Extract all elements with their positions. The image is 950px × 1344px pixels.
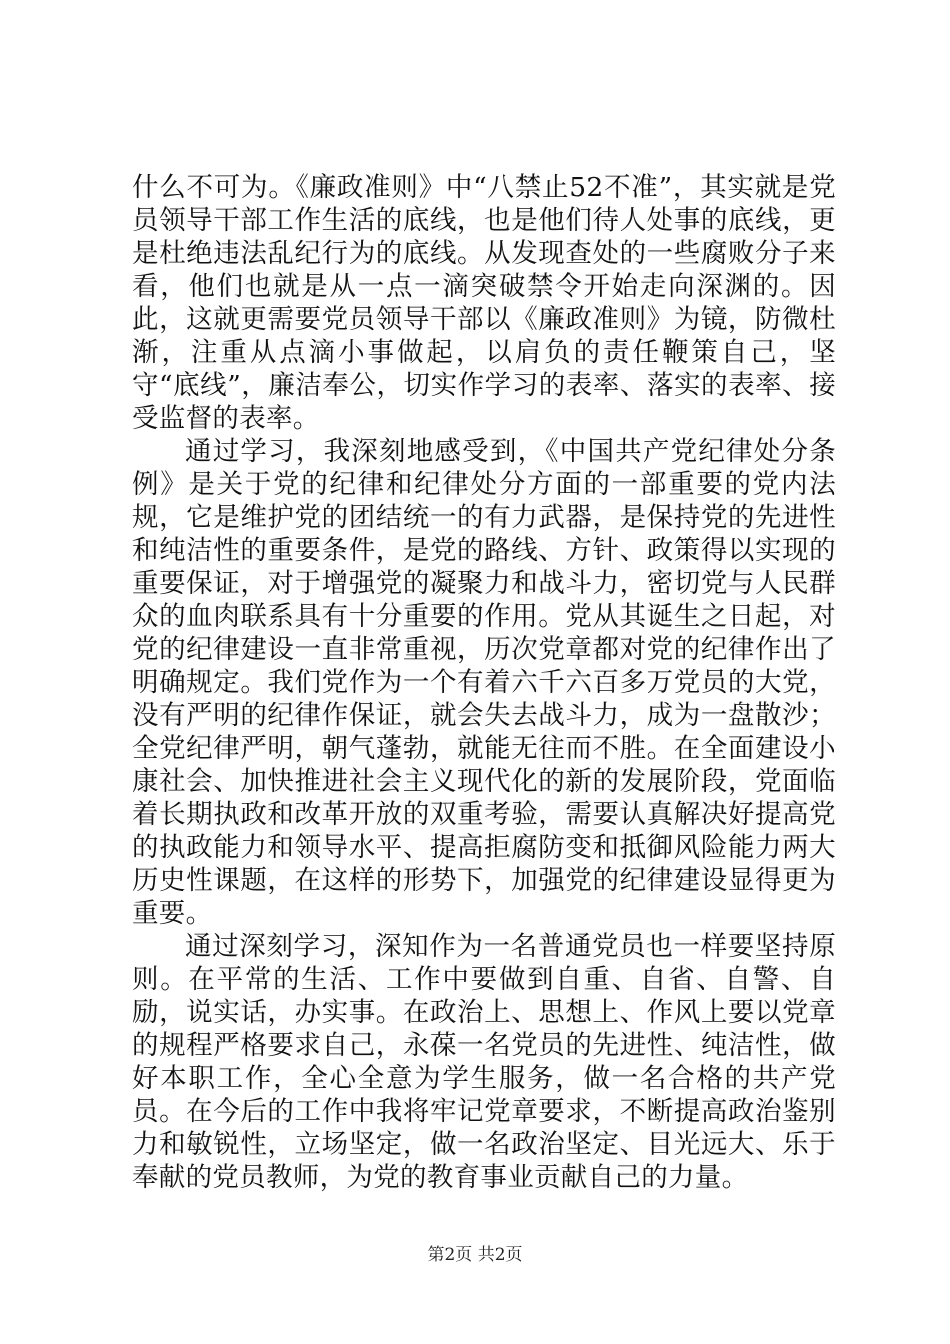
page-footer: 第2页 共2页 bbox=[427, 1245, 523, 1265]
paragraph-continuation: 什么不可为。《廉政准则》中“八禁止52不准”，其实就是党员领导干部工作生活的底线，也是他们待人处事的底线，更是杜绝违法乱纪行为的底线。从发现查处的一些腐败分子来看，他们也就是从一点一滴突破禁令开始走向深渊的。因此，这就更需要党员领导干部以《廉政准则》为镜，防微杜渐，注重从点滴小事做起，以肩负的责任鞭策自己，坚守“底线”，廉洁奉公，切实作学习的表率、落实的表率、接受监督的表率。 bbox=[132, 172, 836, 434]
paragraph-discipline-regulations: 通过学习，我深刻地感受到，《中国共产党纪律处分条例》是关于党的纪律和纪律处分方面的一部重要的党内法规，它是维护党的团结统一的有力武器，是保持党的先进性和纯洁性的重要条件，是党的路线、方针、政策得以实现的重要保证，对于增强党的凝聚力和战斗力，密切党与人民群众的血肉联系具有十分重要的作用。党从其诞生之日起，对党的纪律建设一直非常重视，历次党章都对党的纪律作出了明确规定。我们党作为一个有着六千六百多万党员的大党，没有严明的纪律作保证，就会失去战斗力，成为一盘散沙；全党纪律严明，朝气蓬勃，就能无往而不胜。在全面建设小康社会、加快推进社会主义现代化的新的发展阶段，党面临着长期执政和改革开放的双重考验，需要认真解决好提高党的执政能力和领导水平、提高拒腐防变和抵御风险能力两大历史性课题，在这样的形势下，加强党的纪律建设显得更为重要。 bbox=[132, 436, 836, 929]
document-body bbox=[132, 171, 836, 1194]
paragraph-personal-commitment: 通过深刻学习，深知作为一名普通党员也一样要坚持原则。在平常的生活、工作中要做到自重、自省、自警、自励，说实话，办实事。在政治上、思想上、作风上要以党章的规程严格要求自己，永葆一名党员的先进性、纯洁性，做好本职工作，全心全意为学生服务，做一名合格的共产党员。在今后的工作中我将牢记党章要求，不断提高政治鉴别力和敏锐性，立场坚定，做一名政治坚定、目光远大、乐于奉献的党员教师，为党的教育事业贡献自己的力量。 bbox=[132, 931, 836, 1193]
